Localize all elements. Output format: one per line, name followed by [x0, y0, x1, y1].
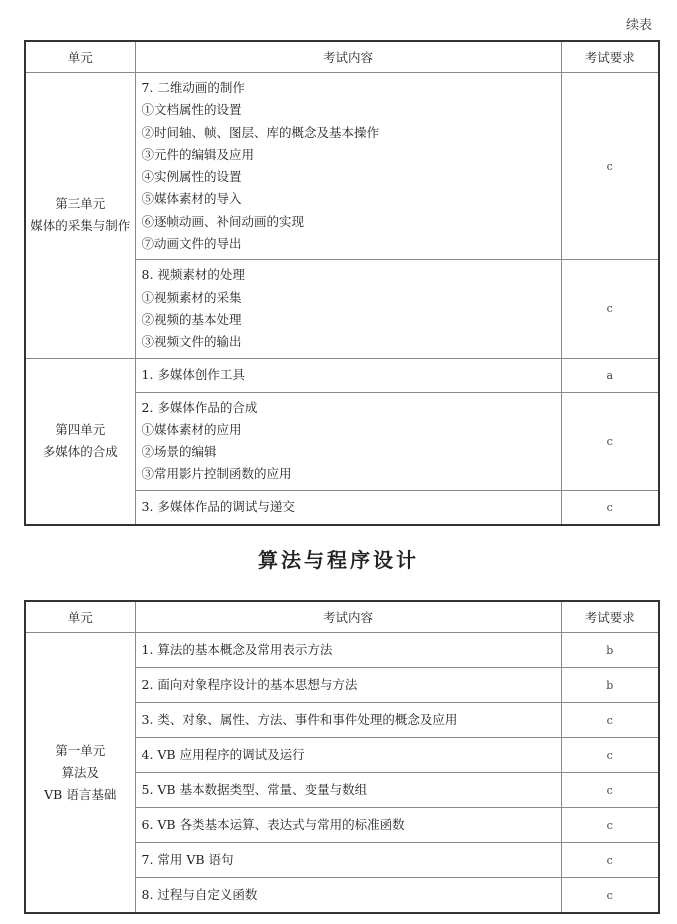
content-sub-item: ②场景的编辑 — [141, 444, 217, 460]
content-cell — [135, 260, 561, 358]
requirement-level: b — [561, 633, 659, 668]
unit-label: 第四单元 — [55, 422, 106, 438]
requirement-level: c — [561, 738, 659, 773]
content-cell — [135, 738, 561, 773]
content-sub-item: ②视频的基本处理 — [141, 311, 242, 327]
content-item-title: 2. 面向对象程序设计的基本思想与方法 — [141, 676, 358, 692]
content-cell — [135, 808, 561, 843]
table-row — [25, 358, 659, 392]
requirement-level: c — [561, 773, 659, 808]
unit-label: 媒体的采集与制作 — [30, 218, 131, 234]
table-row — [25, 73, 659, 260]
requirement-level: c — [561, 878, 659, 914]
header-content: 考试内容 — [135, 601, 561, 633]
requirement-level: c — [561, 703, 659, 738]
content-item-title: 3. 类、对象、属性、方法、事件和事件处理的概念及应用 — [141, 711, 458, 727]
table-header-row — [25, 41, 659, 73]
content-item-title: 7. 常用 VB 语句 — [141, 851, 234, 867]
content-item-title: 1. 多媒体创作工具 — [141, 366, 245, 382]
header-requirement: 考试要求 — [561, 601, 659, 633]
unit-label: 多媒体的合成 — [42, 444, 118, 460]
content-sub-item: ④实例属性的设置 — [141, 169, 242, 185]
content-sub-item: ③常用影片控制函数的应用 — [141, 466, 292, 482]
continued-label: 续表 — [625, 18, 652, 33]
content-item-title: 8. 视频素材的处理 — [141, 267, 245, 283]
unit-label: VB 语言基础 — [44, 786, 117, 802]
content-sub-item: ⑥逐帧动画、补间动画的实现 — [141, 213, 305, 229]
content-sub-item: ①媒体素材的应用 — [141, 421, 242, 437]
content-item-title: 7. 二维动画的制作 — [141, 80, 245, 95]
section-title: 算法与程序设计 — [258, 548, 419, 572]
requirement-level: c — [561, 73, 659, 260]
unit-label: 第一单元 — [55, 742, 106, 758]
content-sub-item: ③视频文件的输出 — [141, 334, 242, 350]
requirement-level: c — [561, 392, 659, 490]
requirement-level: c — [561, 260, 659, 358]
requirement-level: c — [561, 808, 659, 843]
unit-label: 第三单元 — [55, 196, 106, 212]
content-item-title: 3. 多媒体作品的调试与递交 — [141, 499, 295, 515]
content-cell — [135, 73, 561, 260]
content-item-title: 4. VB 应用程序的调试及运行 — [141, 746, 305, 762]
content-cell — [135, 878, 561, 914]
content-sub-item: ⑦动画文件的导出 — [141, 236, 242, 252]
header-requirement: 考试要求 — [561, 41, 659, 73]
unit-label: 算法及 — [61, 764, 99, 780]
content-item-title: 2. 多媒体作品的合成 — [141, 399, 258, 415]
content-sub-item: ①文档属性的设置 — [141, 102, 242, 118]
content-sub-item: ②时间轴、帧、图层、库的概念及基本操作 — [141, 124, 380, 140]
content-sub-item: ⑤媒体素材的导入 — [141, 191, 242, 207]
content-cell — [135, 392, 561, 490]
table-header-row — [25, 601, 659, 633]
table-row — [25, 633, 659, 668]
content-item-title: 8. 过程与自定义函数 — [141, 886, 258, 902]
content-cell — [135, 358, 561, 392]
content-item-title: 5. VB 基本数据类型、常量、变量与数组 — [141, 781, 368, 797]
unit-cell — [25, 633, 135, 914]
content-cell — [135, 668, 561, 703]
header-unit: 单元 — [25, 601, 135, 633]
unit-cell — [25, 358, 135, 525]
content-cell — [135, 633, 561, 668]
content-cell — [135, 490, 561, 525]
header-content: 考试内容 — [135, 41, 561, 73]
content-cell — [135, 773, 561, 808]
requirement-level: b — [561, 668, 659, 703]
exam-requirements-table-continued — [24, 40, 660, 526]
requirement-level: a — [561, 358, 659, 392]
content-sub-item: ①视频素材的采集 — [141, 289, 242, 305]
content-item-title: 6. VB 各类基本运算、表达式与常用的标准函数 — [141, 816, 405, 832]
header-unit: 单元 — [25, 41, 135, 73]
requirement-level: c — [561, 490, 659, 525]
algorithm-programming-table — [24, 600, 660, 914]
requirement-level: c — [561, 843, 659, 878]
content-sub-item: ③元件的编辑及应用 — [141, 146, 255, 162]
content-cell — [135, 843, 561, 878]
content-item-title: 1. 算法的基本概念及常用表示方法 — [141, 641, 333, 657]
unit-cell — [25, 73, 135, 359]
content-cell — [135, 703, 561, 738]
